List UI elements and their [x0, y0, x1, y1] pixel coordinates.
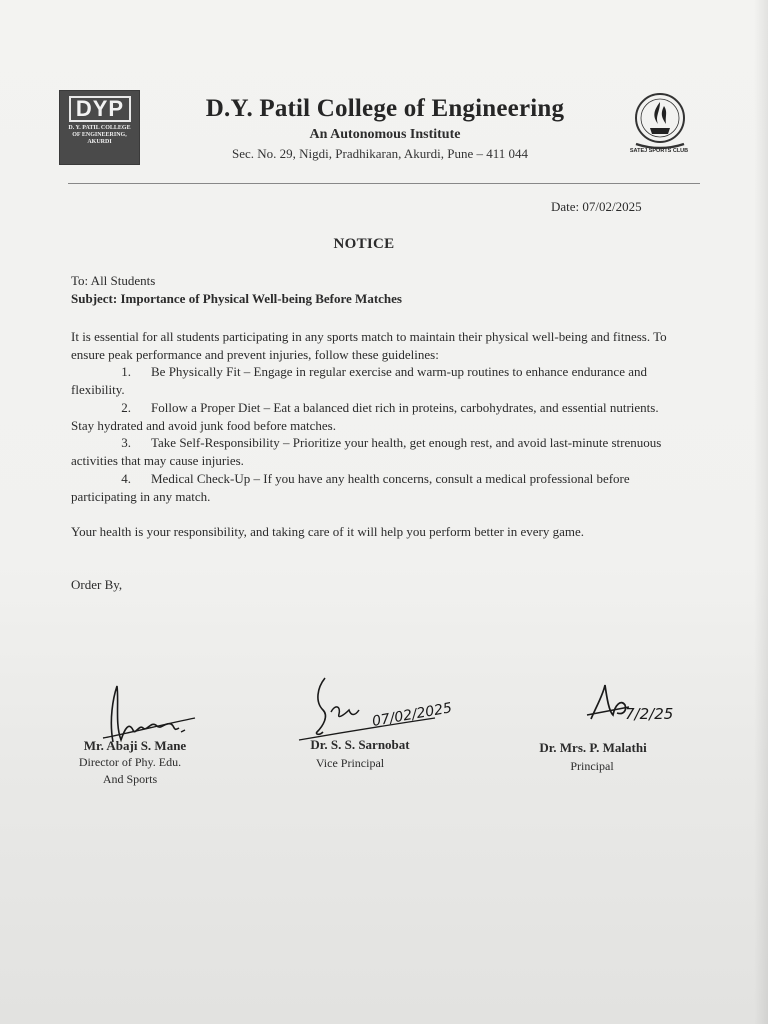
order-by-label: Order By,	[71, 577, 123, 592]
title-line: And Sports	[102, 772, 158, 786]
intro-paragraph: It is essential for all students participating in any sports match to maintain their physical well-being and fitness. To ensure peak performance and prevent injuries, follow these guidelines:	[71, 329, 667, 362]
signatory-name-principal: Dr. Mrs. P. Malathi	[539, 740, 647, 755]
signatory-title-principal: Principal	[570, 759, 614, 773]
guideline-number: 4.	[121, 471, 131, 486]
college-address: Sec. No. 29, Nigdi, Pradhikaran, Akurdi, Pune – 411 044	[232, 146, 528, 161]
guideline-number: 1.	[121, 364, 131, 379]
handwritten-date-principal: 7/2/25	[625, 705, 674, 723]
logo-text: DYP	[69, 96, 131, 122]
header-divider	[68, 183, 700, 184]
signatory-name-director: Mr. Abaji S. Mane	[83, 738, 187, 753]
notice-title: NOTICE	[333, 236, 395, 252]
signatory-title-director	[60, 754, 200, 788]
closing-line: Your health is your responsibility, and taking care of it will help you perform better in every game.	[71, 524, 585, 539]
college-name: D.Y. Patil College of Engineering	[205, 95, 565, 122]
guideline-item	[71, 399, 671, 434]
subject-line: Subject: Importance of Physical Well-being Before Matches	[71, 291, 402, 306]
guideline-text: Follow a Proper Diet – Eat a balanced diet rich in proteins, carbohydrates, and essential nutrients. Stay hydrated and avoid junk food before matches.	[71, 400, 659, 433]
signatory-name-vice-principal: Dr. S. S. Sarnobat	[310, 737, 410, 752]
logo-caption: D. Y. PATIL COLLEGE OF ENGINEERING, AKURDI	[68, 125, 131, 145]
paper-shadow	[754, 0, 768, 1024]
guideline-text: Take Self-Responsibility – Prioritize your health, get enough rest, and avoid last-minute strenuous activities that may cause injuries.	[71, 435, 662, 468]
guideline-item	[71, 434, 671, 469]
college-subtitle: An Autonomous Institute	[309, 127, 461, 142]
signatory-title-vice-principal: Vice Principal	[315, 756, 385, 770]
guideline-text: Be Physically Fit – Engage in regular exercise and warm-up routines to enhance endurance and flexibility.	[71, 364, 647, 397]
title-line: Director of Phy. Edu.	[78, 755, 182, 769]
recipient-line: To: All Students	[71, 273, 156, 288]
signature-malathi	[585, 675, 695, 735]
club-caption: SATEJ SPORTS CLUB	[629, 148, 689, 154]
guideline-number: 3.	[121, 435, 131, 450]
guideline-text: Medical Check-Up – If you have any health concerns, consult a medical professional before participating in any match.	[71, 471, 630, 504]
guideline-item	[71, 470, 671, 505]
notice-date: Date: 07/02/2025	[551, 199, 642, 214]
handwritten-date-vp: 07/02/2025	[370, 700, 454, 730]
college-logo	[59, 90, 140, 165]
guideline-number: 2.	[121, 400, 131, 415]
guideline-item	[71, 363, 671, 398]
